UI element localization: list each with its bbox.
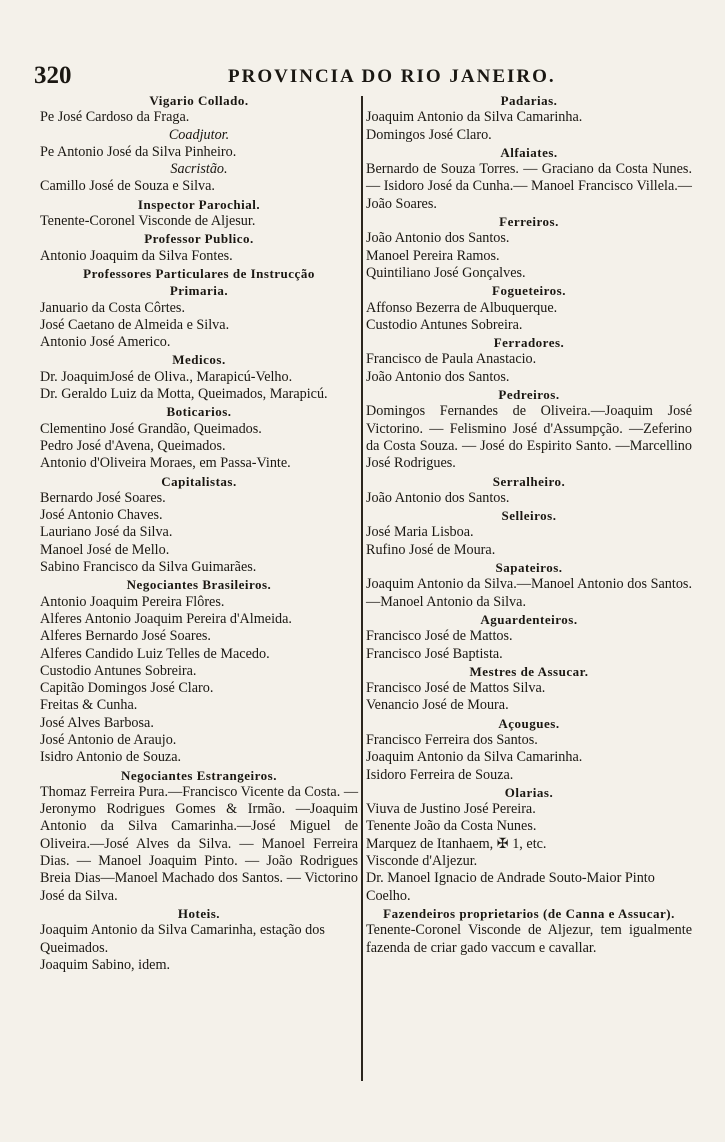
section-heading: Primaria. — [169, 283, 229, 299]
entry: Francisco José Baptista. — [366, 645, 503, 662]
running-head: PROVINCIA DO RIO JANEIRO. — [228, 66, 556, 87]
entry-paragraph: Joaquim Antonio da Silva.—Manoel Antonio dos Santos. —Manoel Antonio da Silva. — [366, 576, 692, 610]
entry: Januario da Costa Côrtes. — [40, 299, 185, 316]
section-heading: Professor Publico. — [144, 231, 254, 247]
entry-paragraph: Tenente-Coronel Visconde de Aljezur, tem igualmente fazenda de criar gado vaccum e cavallar. — [366, 922, 692, 956]
entry: Antonio José Americo. — [40, 334, 171, 351]
section-heading: Negociantes Estrangeiros. — [121, 767, 277, 783]
section-heading: Ferreiros. — [499, 214, 559, 230]
section-heading: Selleiros. — [501, 508, 557, 524]
entry: Clementino José Grandão, Queimados. — [40, 420, 262, 437]
subheading: Coadjutor. — [168, 126, 230, 143]
subheading: Sacristão. — [170, 161, 228, 178]
section-heading: Negociantes Brasileiros. — [126, 577, 272, 593]
entry: José Antonio Chaves. — [40, 507, 163, 524]
entry: Marquez de Itanhaem, ✠ 1, etc. — [366, 835, 547, 852]
entry: Capitão Domingos José Claro. — [40, 680, 214, 697]
entry-paragraph: Thomaz Ferreira Pura.—Francisco Vicente da Costa. — Jeronymo Rodrigues Gomes & Irmão. —Joaquim Antonio da Silva Camarinha.—José Miguel de Oliveira.—José Alves da Silva. — Manoel Ferreira Dias. — Manoel Joaquim Pinto. — João Rodrigues Breia Dias—Manoel Machado dos Santos. — Victorino José da Silva. — [40, 783, 359, 904]
entry: Alferes Antonio Joaquim Pereira d'Almeida. — [40, 610, 292, 627]
entry: José Caetano de Almeida e Silva. — [40, 316, 230, 333]
entry: Joaquim Antonio da Silva Camarinha. — [366, 749, 583, 766]
entry: Dr. Manoel Ignacio de Andrade Souto-Maior Pinto Coelho. — [366, 870, 655, 904]
section-heading: Açougues. — [498, 715, 560, 731]
entry: Affonso Bezerra de Albuquerque. — [366, 299, 558, 316]
entry: João Antonio dos Santos. — [366, 489, 510, 506]
entry: Tenente João da Costa Nunes. — [366, 818, 537, 835]
entry: Visconde d'Aljezur. — [366, 853, 478, 870]
section-heading: Boticarios. — [166, 404, 232, 420]
section-heading: Inspector Parochial. — [137, 196, 261, 212]
entry: Viuva de Justino José Pereira. — [366, 801, 536, 818]
entry: Camillo José de Souza e Silva. — [40, 178, 215, 195]
entry: Joaquim Sabino, idem. — [40, 956, 171, 973]
section-heading: Aguardenteiros. — [480, 611, 578, 627]
entry: Domingos José Claro. — [366, 126, 492, 143]
section-heading: Capitalistas. — [161, 473, 237, 489]
entry: Isidoro Ferreira de Souza. — [366, 766, 514, 783]
entry: Francisco José de Mattos. — [366, 628, 513, 645]
entry: Quintiliano José Gonçalves. — [366, 264, 526, 281]
entry: Alferes Bernardo José Soares. — [40, 628, 211, 645]
section-heading: Sapateiros. — [495, 560, 563, 576]
entry: Lauriano José da Silva. — [40, 524, 173, 541]
column-divider — [361, 96, 363, 1081]
entry-paragraph: Domingos Fernandes de Oliveira.—Joaquim José Victorino. — Felismino José d'Assumpção. —Zeferino da Costa Souza. — José do Espirito Santo. —Marcellino José Rodrigues. — [366, 403, 692, 472]
entry: Sabino Francisco da Silva Guimarães. — [40, 559, 257, 576]
section-heading: Fogueteiros. — [492, 283, 566, 299]
entry: Dr. Geraldo Luiz da Motta, Queimados, Marapicú. — [40, 386, 328, 403]
entry: João Antonio dos Santos. — [366, 368, 510, 385]
section-heading: Professores Particulares de Instrucção — [83, 265, 315, 281]
entry: Antonio d'Oliveira Moraes, em Passa-Vinte. — [40, 455, 291, 472]
section-heading: Ferradores. — [493, 335, 565, 351]
section-heading: Medicos. — [172, 352, 226, 368]
entry: Francisco José de Mattos Silva. — [366, 680, 546, 697]
entry: Pedro José d'Avena, Queimados. — [40, 437, 226, 454]
entry: Francisco de Paula Anastacio. — [366, 351, 537, 368]
entry: Rufino José de Moura. — [366, 541, 496, 558]
entry: Francisco Ferreira dos Santos. — [366, 731, 538, 748]
entry: Joaquim Antonio da Silva Camarinha, estação dos Queimados. — [40, 922, 325, 956]
entry: Custodio Antunes Sobreira. — [40, 662, 197, 679]
section-heading: Mestres de Assucar. — [469, 663, 589, 679]
entry: José Maria Lisboa. — [366, 524, 474, 541]
entry: Joaquim Antonio da Silva Camarinha. — [366, 109, 583, 126]
entry: Venancio José de Moura. — [366, 697, 509, 714]
section-heading: Alfaiates. — [500, 144, 558, 160]
section-heading: Fazendeiros proprietarios (de Canna e Assucar). — [383, 905, 675, 921]
entry: Manoel José de Mello. — [40, 541, 170, 558]
entry: Dr. JoaquimJosé de Oliva., Marapicú-Velho. — [40, 368, 293, 385]
entry: João Antonio dos Santos. — [366, 230, 510, 247]
left-column — [40, 92, 358, 974]
section-heading: Olarias. — [504, 784, 554, 800]
page-header — [28, 62, 688, 90]
entry: Freitas & Cunha. — [40, 697, 138, 714]
entry: Pe Antonio José da Silva Pinheiro. — [40, 143, 237, 160]
right-column — [366, 92, 692, 957]
entry: Isidro Antonio de Souza. — [40, 749, 182, 766]
section-heading: Vigario Collado. — [149, 93, 249, 108]
entry: Manoel Pereira Ramos. — [366, 247, 500, 264]
entry: José Antonio de Araujo. — [40, 731, 177, 748]
entry-paragraph: Bernardo de Souza Torres. — Graciano da Costa Nunes. — Isidoro José da Cunha.— Manoel Francisco Villela.—João Soares. — [366, 161, 692, 212]
section-heading: Pedreiros. — [498, 387, 560, 403]
entry: Bernardo José Soares. — [40, 489, 166, 506]
page-number: 320 — [34, 62, 72, 89]
entry: Alferes Candido Luiz Telles de Macedo. — [40, 645, 270, 662]
section-heading: Padarias. — [500, 93, 558, 108]
entry: Antonio Joaquim da Silva Fontes. — [40, 247, 233, 264]
entry: Custodio Antunes Sobreira. — [366, 316, 523, 333]
entry: Pe José Cardoso da Fraga. — [40, 109, 190, 126]
section-heading: Hoteis. — [177, 905, 221, 921]
entry: José Alves Barbosa. — [40, 714, 154, 731]
entry: Antonio Joaquim Pereira Flôres. — [40, 593, 225, 610]
section-heading: Serralheiro. — [492, 473, 566, 489]
entry: Tenente-Coronel Visconde de Aljesur. — [40, 213, 256, 230]
